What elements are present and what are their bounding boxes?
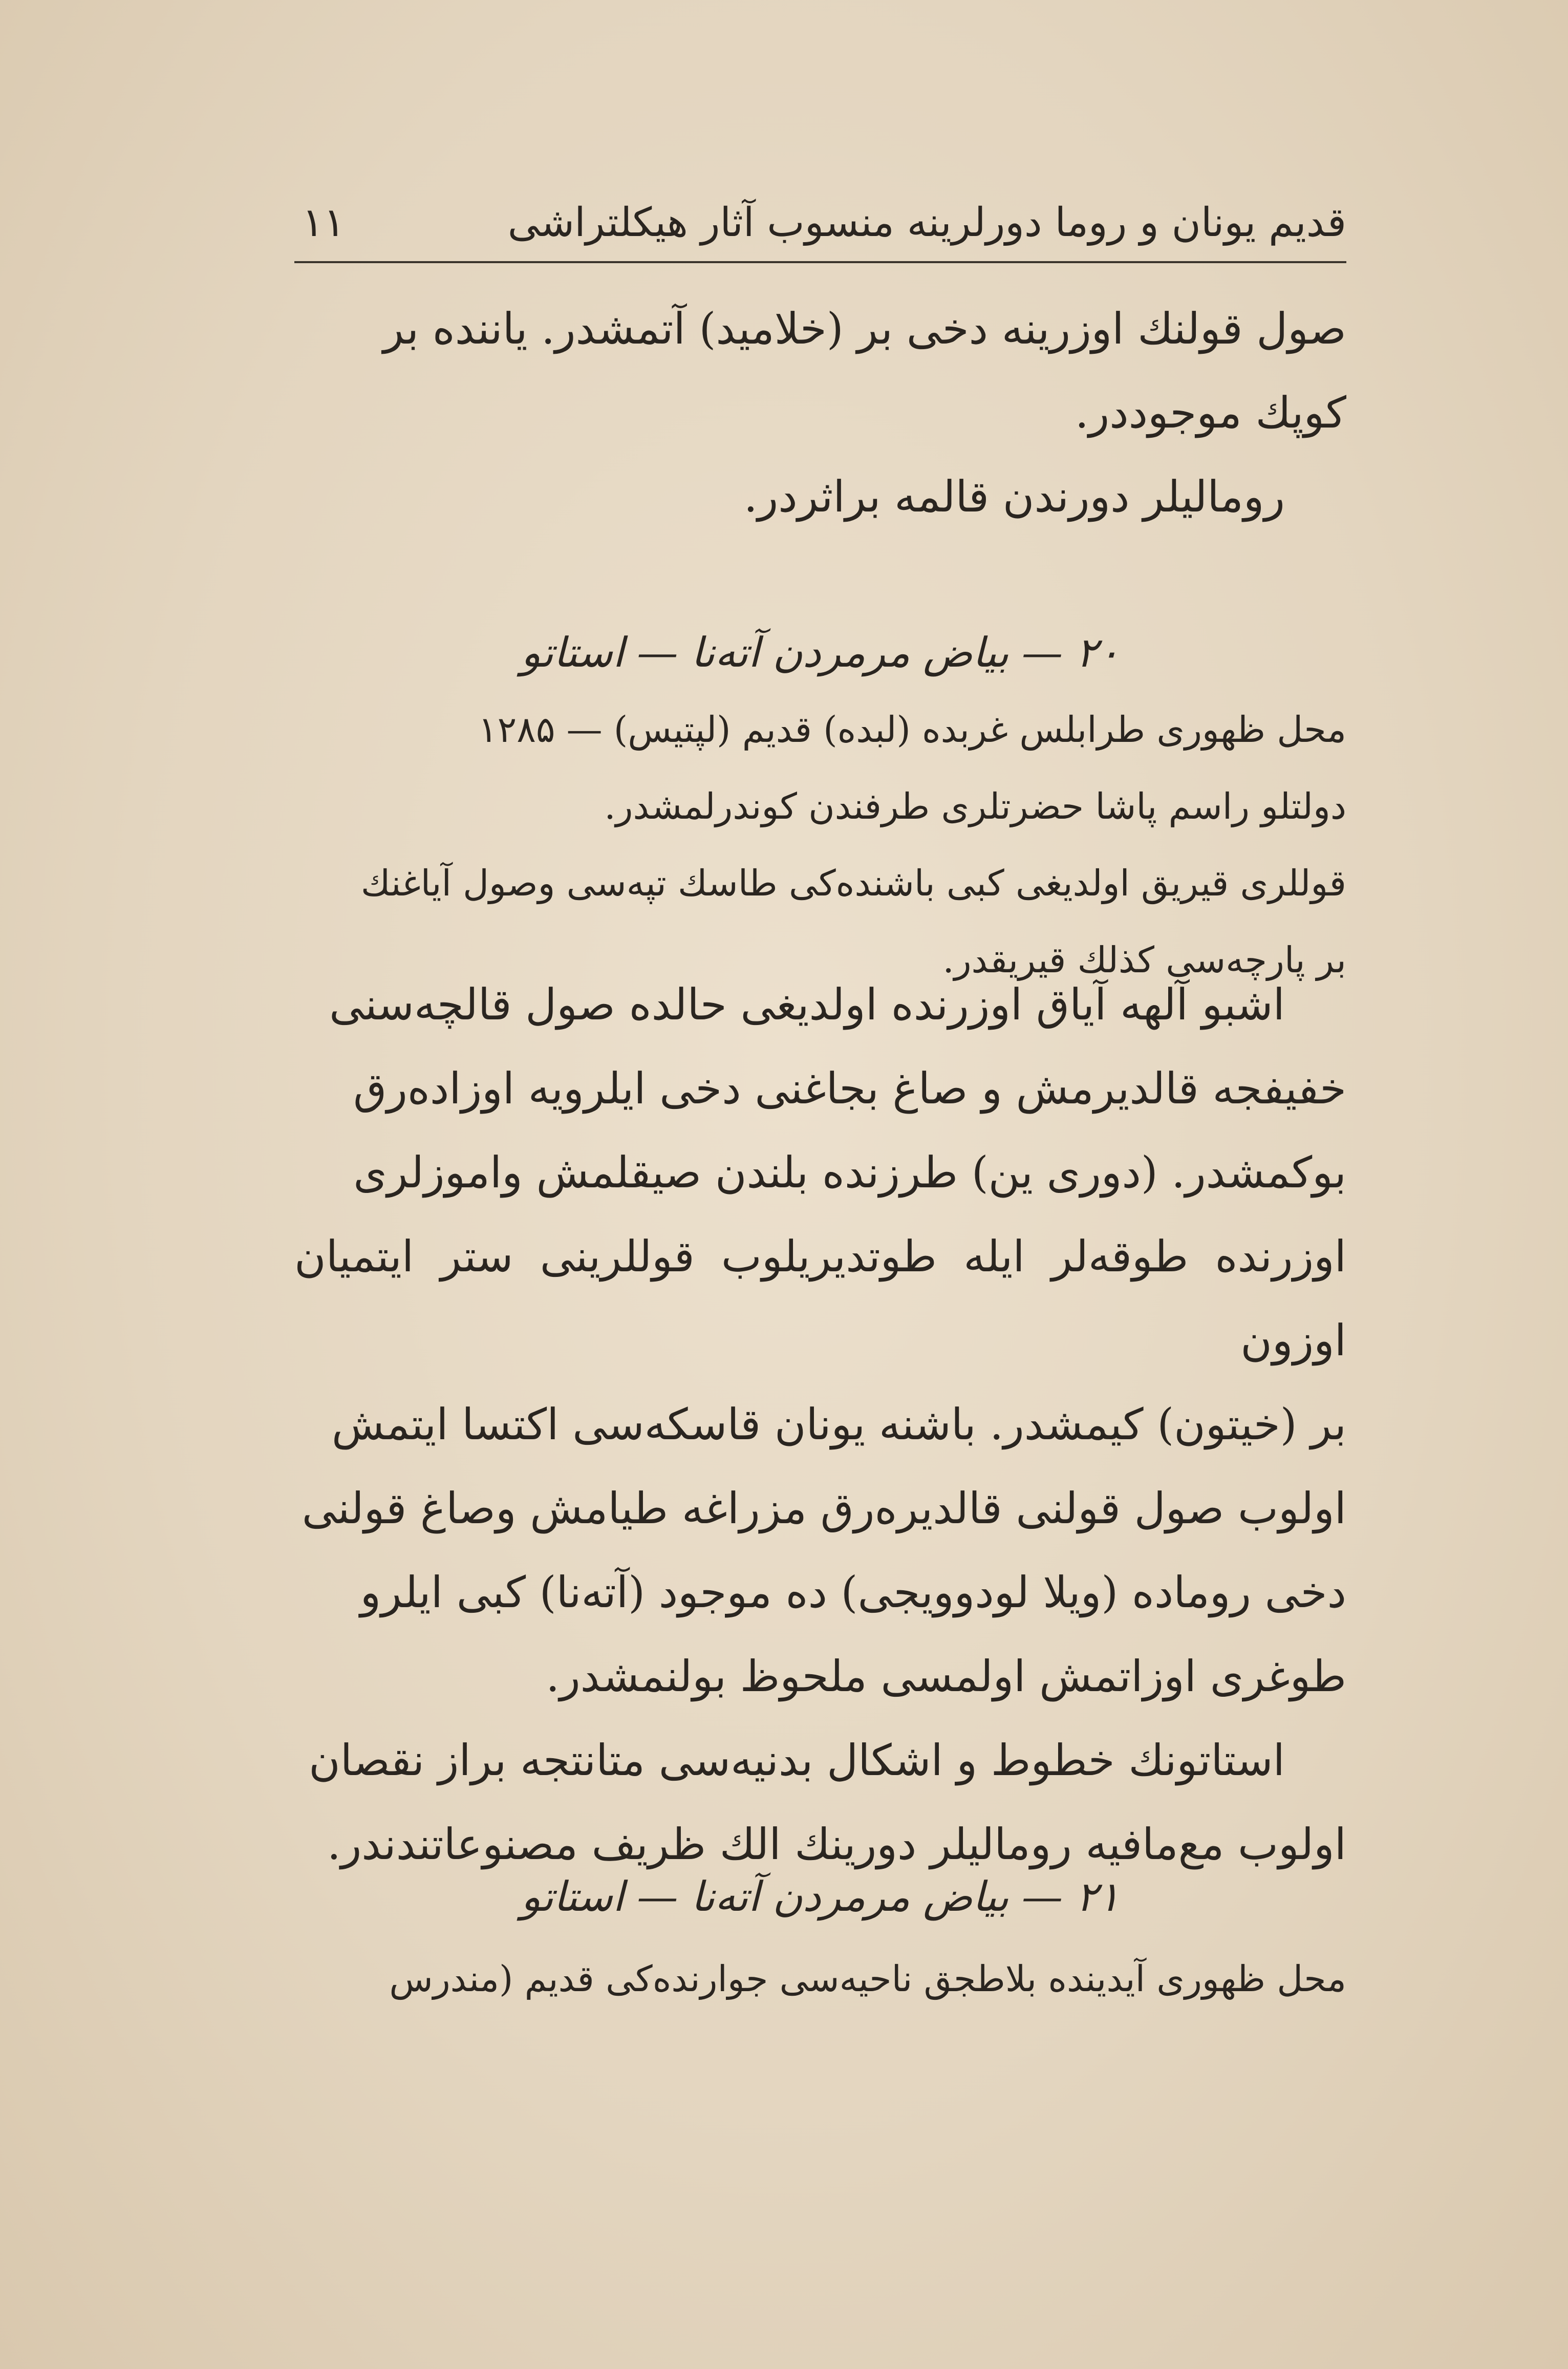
item-21-heading: ۲۱ — بیاض مرمردن آته‌نا — استاتو [521,1873,1120,1920]
text-line: محل ظهوری طرابلس غربده (لبده) قدیم (لپتیس) — ۱۲۸۵ [478,709,1346,751]
text-line: اوزرنده طوقه‌لر ایله طوتدیریلوب قوللرینی ستر ایتمیان اوزون [294,1231,1346,1365]
text-line: كوپك موجوددر. [1075,388,1346,438]
running-header [294,184,1346,263]
text-line: بر (خیتون) كیمشدر. باشنه یونان قاسكه‌سی اكتسا ایتمش [331,1399,1346,1449]
item-21-description [294,1940,1346,2017]
text-line: اولوب مع‌مافیه روماليلر دورینك الك ظریف مصنوعاتندندر. [327,1819,1346,1869]
page-number: ۱۱ [302,200,345,246]
text-line: روماليلر دورندن قالمه براثردر. [743,472,1285,522]
text-line: محل ظهوری آیدینده بلاطجق ناحیه‌سی جوارنده‌كی قدیم (مندرس [389,1958,1346,2000]
header-title: قدیم یونان و روما دورلرینه منسوب آثار هیكلتراشی [507,200,1346,246]
text-line: بر پارچه‌سی كذلك قیریقدر. [942,939,1346,981]
item-20-description [294,691,1346,998]
text-line: قوللری قیریق اولدیغی كبی باشنده‌كی طاسك تپه‌سی وصول آیاغنك [360,862,1346,904]
text-line: دخی رومادە (ویلا لودوویجی) ده موجود (آته‌نا) كبی ایلرو [360,1567,1346,1617]
item-20-heading: ۲۰ — بیاض مرمردن آته‌نا — استاتو [521,629,1120,676]
text-line: بوكمشدر. (دوری ین) طرزنده بلندن صیقلمش واموزلری [353,1147,1346,1198]
item-20-body [294,963,1346,1886]
text-line: اولوب صول قولنی قالدیره‌رق مزراغه طیامش وصاغ قولنی [302,1483,1346,1533]
top-paragraph [294,287,1346,539]
text-line: صول قولنك اوزرینه دخی بر (خلامید) آتمشدر. یاننده بر [383,304,1346,354]
text-line: خفیفجه قالدیرمش و صاغ بجاغنی دخی ایلرویه اوزاده‌رق [353,1063,1346,1114]
text-line: اشبو آلهه آیاق اوزرنده اولدیغی حالده صول قالچه‌سنی [329,979,1285,1030]
text-line: طوغری اوزاتمش اولمسی ملحوظ بولنمشدر. [546,1651,1346,1701]
text-line: استاتونك خطوط و اشكال بدنیه‌سی متانتجه براز نقصان [309,1735,1285,1785]
text-line: دولتلو راسم پاشا حضرتلری طرفندن كوندرلمشدر. [604,785,1346,827]
